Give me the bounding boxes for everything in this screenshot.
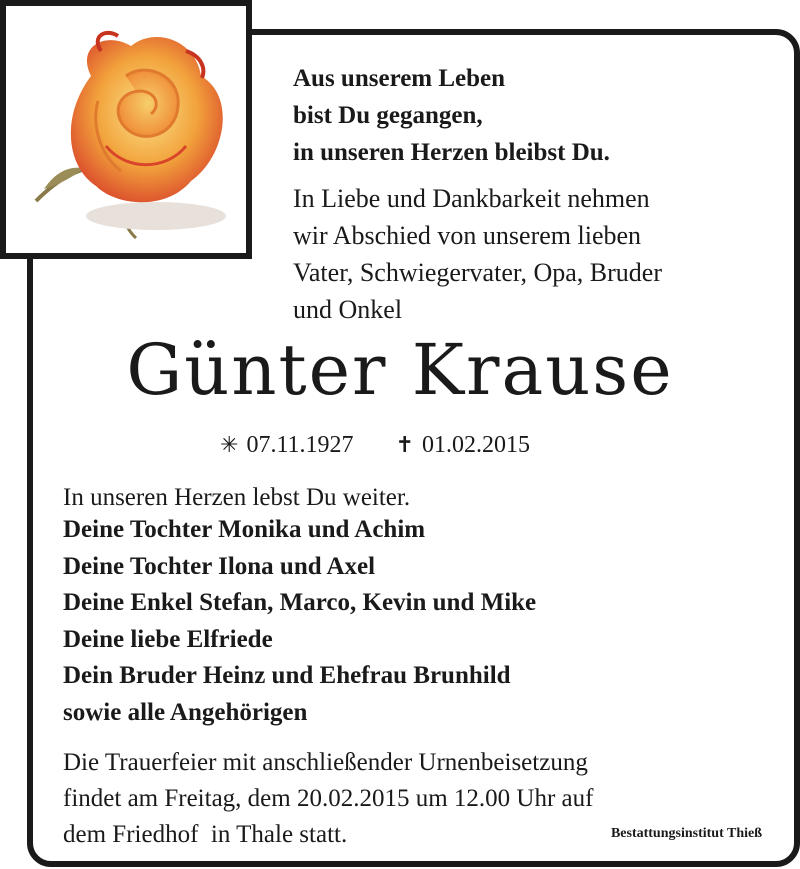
motto-line: Aus unserem Leben [293, 65, 506, 92]
lives-on-text: In unseren Herzen lebst Du weiter. [63, 484, 411, 511]
rose-photo [0, 0, 252, 259]
mourner-line: Deine Tochter Ilona und Axel [63, 552, 376, 580]
motto-line: in unseren Herzen bleibst Du. [293, 139, 610, 166]
birth-star-icon: ✳ [220, 432, 239, 457]
service-line: dem Friedhof in Thale statt. [63, 821, 348, 848]
mourner-line: Deine Tochter Monika und Achim [63, 516, 426, 543]
life-dates [220, 430, 530, 460]
motto-line: bist Du gegangen, [293, 102, 483, 129]
birth-date: 07.11.1927 [246, 432, 354, 458]
mourner-line: Deine Enkel Stefan, Marco, Kevin und Mike [63, 589, 537, 616]
motto [293, 60, 610, 171]
service-line: findet am Freitag, dem 20.02.2015 um 12.00 Uhr auf [63, 785, 594, 812]
intro-line: In Liebe und Dankbarkeit nehmen [293, 184, 650, 213]
mourner-line: Deine liebe Elfriede [63, 625, 273, 653]
intro-line: wir Abschied von unserem lieben [293, 221, 642, 250]
mourners-list [63, 512, 536, 731]
deceased-name: Günter Krause [126, 329, 674, 411]
service-info [63, 745, 593, 853]
death-date: 01.02.2015 [421, 432, 530, 458]
undertaker-name: Bestattungsinstitut Thieß [610, 826, 762, 841]
service-line: Die Trauerfeier mit anschließender Urnenbeisetzung [63, 749, 588, 776]
death-cross-icon: ✝ [395, 432, 414, 457]
mourner-line: sowie alle Angehörigen [63, 698, 308, 726]
intro-text [293, 180, 662, 328]
intro-line: und Onkel [293, 295, 403, 324]
intro-line: Vater, Schwiegervater, Opa, Bruder [293, 258, 662, 287]
mourner-line: Dein Bruder Heinz und Ehefrau Brunhild [63, 662, 511, 689]
